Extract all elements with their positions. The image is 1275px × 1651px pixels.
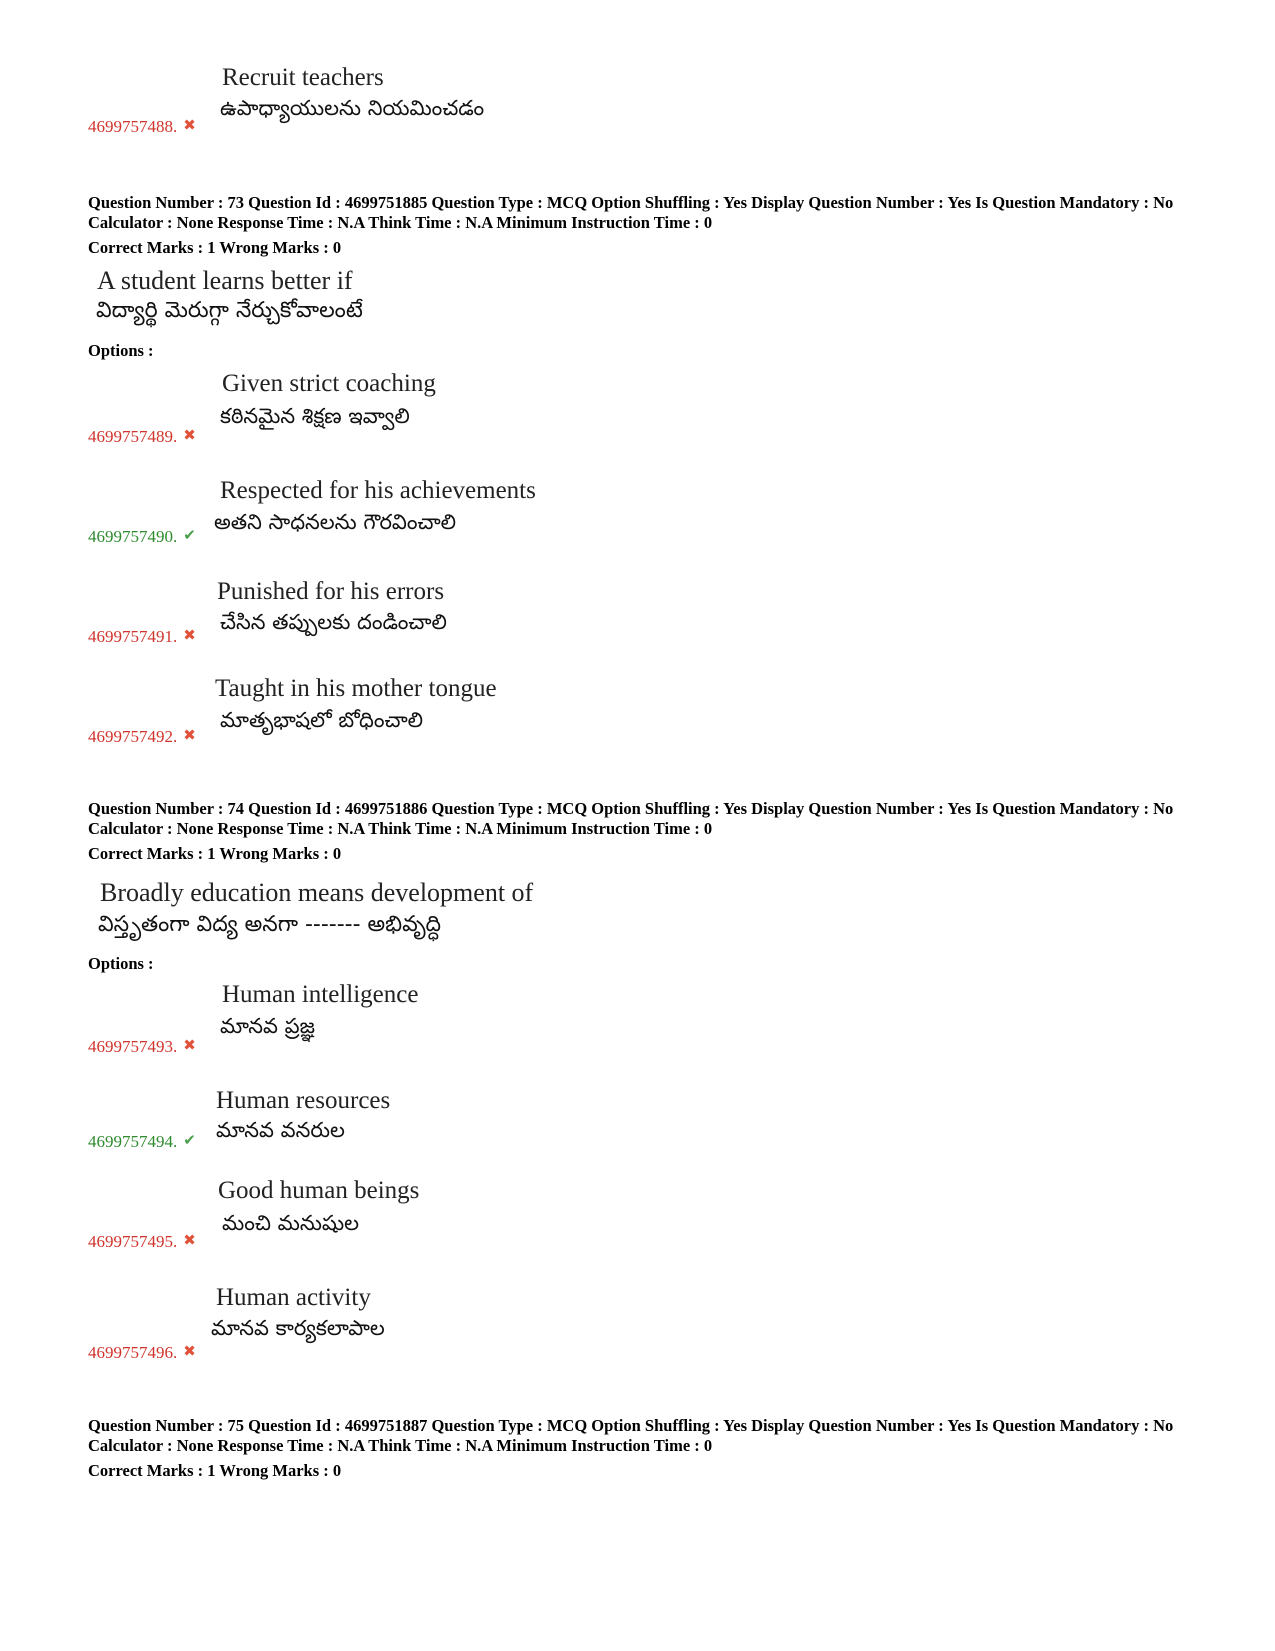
option-id xyxy=(88,726,196,747)
option-4699757495-english: Good human beings xyxy=(218,1177,420,1204)
option-id-text: 4699757492. xyxy=(88,727,178,746)
question-74-marks: Correct Marks : 1 Wrong Marks : 0 xyxy=(88,844,342,863)
option-id xyxy=(88,426,196,447)
option-id xyxy=(88,1131,196,1152)
wrong-mark-icon: ✖ xyxy=(183,1233,196,1249)
option-4699757492-telugu: మాతృభాషలో బోధించాలి xyxy=(220,708,424,732)
question-73-stem-telugu: విద్యార్థి మెరుగ్గా నేర్చుకోవాలంటే xyxy=(96,298,363,323)
option-4699757489-english: Given strict coaching xyxy=(222,370,436,397)
wrong-mark-icon: ✖ xyxy=(183,428,196,444)
question-74-options-label: Options : xyxy=(88,954,154,973)
wrong-mark-icon: ✖ xyxy=(183,1344,196,1360)
option-4699757496-english: Human activity xyxy=(216,1284,371,1311)
option-id xyxy=(88,116,196,137)
option-id-text: 4699757490. xyxy=(88,527,178,546)
wrong-mark-icon: ✖ xyxy=(183,118,196,134)
option-4699757496-telugu: మానవ కార్యకలాపాల xyxy=(211,1316,385,1340)
option-id-text: 4699757496. xyxy=(88,1343,178,1362)
wrong-mark-icon: ✖ xyxy=(183,1038,196,1054)
option-4699757494-english: Human resources xyxy=(216,1087,391,1114)
option-id xyxy=(88,626,196,647)
option-id xyxy=(88,1231,196,1252)
option-4699757493-telugu: మానవ ప్రజ్ఞ xyxy=(220,1014,315,1038)
option-4699757494-telugu: మానవ వనరుల xyxy=(216,1118,345,1142)
question-74-stem-telugu: విస్తృతంగా విద్య అనగా ------- అభివృద్ధి xyxy=(98,912,442,937)
option-id-text: 4699757493. xyxy=(88,1037,178,1056)
option-id-text: 4699757491. xyxy=(88,627,178,646)
option-id-text: 4699757494. xyxy=(88,1132,178,1151)
option-id-text: 4699757488. xyxy=(88,117,178,136)
option-4699757493-english: Human intelligence xyxy=(222,981,419,1008)
question-73-marks: Correct Marks : 1 Wrong Marks : 0 xyxy=(88,238,342,257)
question-73-meta: Question Number : 73 Question Id : 4699751885 Question Type : MCQ Option Shuffling : Yes Display Question Number : Yes Is Question Mandatory : No Calculator : None Response Time : N.A Think Time : N.A Minimum Instruction Time : 0 xyxy=(88,193,1174,232)
option-4699757488-english: Recruit teachers xyxy=(222,64,384,91)
option-4699757490-telugu: అతని సాధనలను గౌరవించాలి xyxy=(214,510,457,534)
question-73-stem-english: A student learns better if xyxy=(97,266,353,295)
wrong-mark-icon: ✖ xyxy=(183,628,196,644)
question-75-meta: Question Number : 75 Question Id : 4699751887 Question Type : MCQ Option Shuffling : Yes Display Question Number : Yes Is Question Mandatory : No Calculator : None Response Time : N.A Think Time : N.A Minimum Instruction Time : 0 xyxy=(88,1416,1174,1455)
option-4699757495-telugu: మంచి మనుషుల xyxy=(222,1211,359,1235)
wrong-mark-icon: ✖ xyxy=(183,728,196,744)
option-4699757491-telugu: చేసిన తప్పులకు దండించాలి xyxy=(220,610,447,634)
option-4699757492-english: Taught in his mother tongue xyxy=(215,675,497,702)
correct-mark-icon: ✔ xyxy=(183,1133,196,1149)
option-id xyxy=(88,1036,196,1057)
question-73-options-label: Options : xyxy=(88,341,154,360)
question-74-stem-english: Broadly education means development of xyxy=(100,878,534,907)
option-id-text: 4699757489. xyxy=(88,427,178,446)
option-4699757491-english: Punished for his errors xyxy=(217,578,445,605)
question-75-marks: Correct Marks : 1 Wrong Marks : 0 xyxy=(88,1461,342,1480)
option-id xyxy=(88,526,196,547)
option-id-text: 4699757495. xyxy=(88,1232,178,1251)
option-4699757488-telugu: ఉపాధ్యాయులను నియమించడం xyxy=(220,96,485,120)
option-4699757490-english: Respected for his achievements xyxy=(220,477,536,504)
question-74-meta: Question Number : 74 Question Id : 4699751886 Question Type : MCQ Option Shuffling : Yes Display Question Number : Yes Is Question Mandatory : No Calculator : None Response Time : N.A Think Time : N.A Minimum Instruction Time : 0 xyxy=(88,799,1174,838)
option-4699757489-telugu: కఠినమైన శిక్షణ ఇవ్వాలి xyxy=(220,404,410,428)
correct-mark-icon: ✔ xyxy=(183,528,196,544)
option-id xyxy=(88,1342,196,1363)
